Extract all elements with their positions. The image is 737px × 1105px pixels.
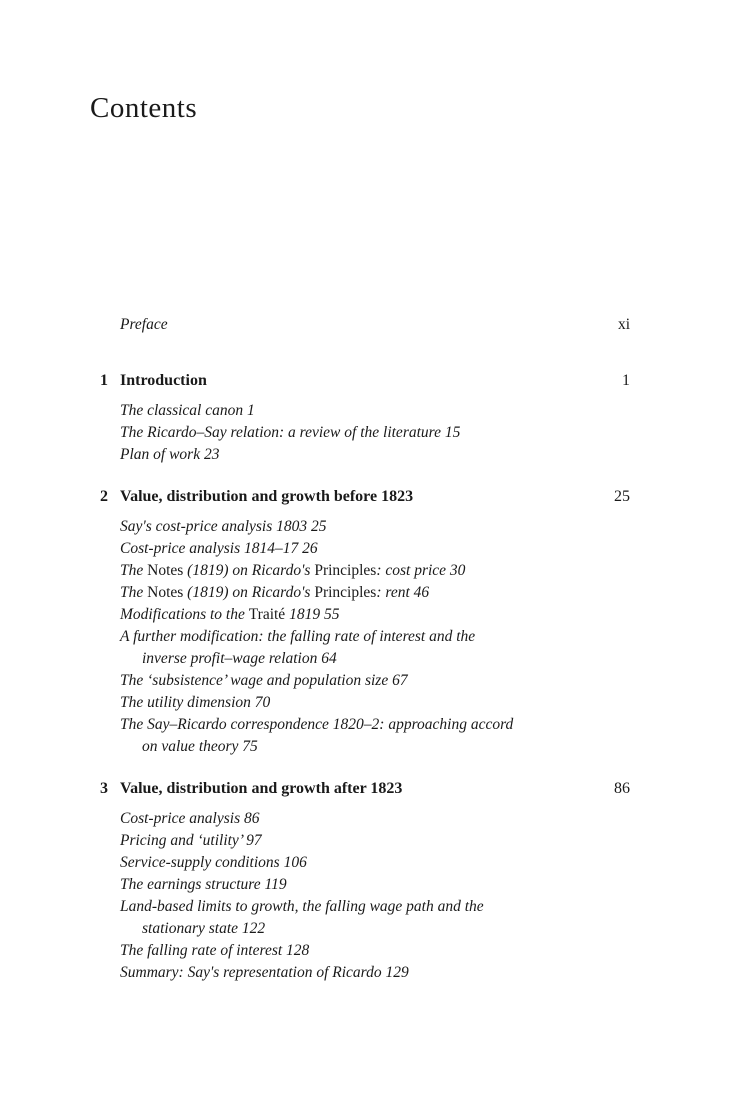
- entry-line: [120, 584, 429, 601]
- entry-text: Notes: [147, 584, 184, 601]
- front-title: Preface: [120, 316, 168, 333]
- entry-text: The: [120, 584, 148, 601]
- entry-text: Land-based limits to growth, the falling wage path and the: [120, 898, 484, 915]
- entry-text: Cost-price analysis 1814–17 26: [120, 540, 318, 557]
- page-number: 86: [614, 780, 630, 797]
- section-entry: [90, 560, 630, 582]
- section-entry: [90, 422, 630, 444]
- section-entry: [90, 444, 630, 466]
- page-title: Contents: [90, 92, 198, 124]
- entry-text: Principles: [314, 562, 377, 579]
- chapter-title: Value, distribution and growth after 1823: [120, 780, 403, 797]
- entry-text: The: [120, 562, 148, 579]
- entry-line: [120, 402, 255, 419]
- entry-text: Pricing and ‘utility’ 97: [120, 832, 262, 849]
- chapter-title: Value, distribution and growth before 1823: [120, 488, 414, 505]
- chapter-heading: [90, 486, 630, 508]
- entry-text: Principles: [314, 584, 377, 601]
- section-entry: [90, 626, 630, 670]
- section-entry: [90, 400, 630, 422]
- page-number: xi: [617, 316, 630, 333]
- section-entry: [90, 962, 630, 984]
- page-number: 1: [622, 372, 630, 389]
- entry-line: [120, 918, 630, 940]
- entry-text: Notes: [147, 562, 184, 579]
- entry-line: [120, 964, 409, 981]
- page-number: 25: [614, 488, 630, 505]
- chapter-number: 3: [100, 780, 108, 797]
- entry-text: stationary state 122: [142, 920, 266, 937]
- section-entry: [90, 852, 630, 874]
- entry-text: Cost-price analysis 86: [120, 810, 260, 827]
- entry-line: [120, 716, 513, 733]
- section-entry: [90, 538, 630, 560]
- entry-line: [120, 446, 219, 463]
- entry-line: [120, 736, 630, 758]
- entry-text: on value theory 75: [142, 738, 258, 755]
- entry-text: inverse profit–wage relation 64: [142, 650, 337, 667]
- entry-line: [120, 810, 260, 827]
- entry-line: [120, 898, 484, 915]
- section-entry: [90, 830, 630, 852]
- section-entry: [90, 582, 630, 604]
- entry-text: : rent 46: [376, 584, 430, 601]
- entry-line: [120, 694, 270, 711]
- entry-text: Service-supply conditions 106: [120, 854, 307, 871]
- entry-text: Say's cost-price analysis 1803 25: [120, 518, 327, 535]
- entry-line: [120, 672, 408, 689]
- entry-text: Plan of work 23: [120, 446, 220, 463]
- entry-text: : cost price 30: [376, 562, 466, 579]
- chapter-title: Introduction: [120, 372, 207, 389]
- section-entry: [90, 896, 630, 940]
- entry-line: [120, 518, 327, 535]
- entry-text: (1819) on Ricardo's: [183, 584, 315, 601]
- entry-text: The utility dimension 70: [120, 694, 271, 711]
- section-entry: [90, 670, 630, 692]
- entry-text: (1819) on Ricardo's: [183, 562, 315, 579]
- entry-text: The falling rate of interest 128: [120, 942, 310, 959]
- chapter-number: 2: [100, 488, 108, 505]
- entry-line: [120, 606, 339, 623]
- entry-line: [120, 424, 460, 441]
- entry-text: Traité: [248, 606, 286, 623]
- entry-text: Summary: Say's representation of Ricardo 129: [120, 964, 409, 981]
- entry-text: The Ricardo–Say relation: a review of the literature 15: [120, 424, 461, 441]
- entry-text: 1819 55: [285, 606, 340, 623]
- section-entry: [90, 516, 630, 538]
- entry-line: [120, 648, 630, 670]
- entry-text: The Say–Ricardo correspondence 1820–2: approaching accord: [120, 716, 514, 733]
- entry-line: [120, 562, 465, 579]
- entry-line: [120, 832, 262, 849]
- entry-line: [120, 628, 475, 645]
- chapter-heading: [90, 370, 630, 392]
- entry-text: Modifications to the: [120, 606, 249, 623]
- entry-text: The classical canon 1: [120, 402, 255, 419]
- entry-line: [120, 540, 318, 557]
- section-entry: [90, 692, 630, 714]
- chapter-heading: [90, 778, 630, 800]
- section-entry: [90, 940, 630, 962]
- entry-line: [120, 876, 287, 893]
- section-entry: [90, 874, 630, 896]
- entry-line: [120, 854, 307, 871]
- entry-text: The ‘subsistence’ wage and population size 67: [120, 672, 408, 689]
- entry-text: A further modification: the falling rate of interest and the: [120, 628, 476, 645]
- section-entry: [90, 714, 630, 758]
- section-entry: [90, 604, 630, 626]
- entry-line: [120, 942, 309, 959]
- toc-front-matter: [90, 314, 630, 336]
- entry-text: The earnings structure 119: [120, 876, 287, 893]
- table-of-contents: [90, 314, 630, 984]
- chapter-number: 1: [100, 372, 108, 389]
- section-entry: [90, 808, 630, 830]
